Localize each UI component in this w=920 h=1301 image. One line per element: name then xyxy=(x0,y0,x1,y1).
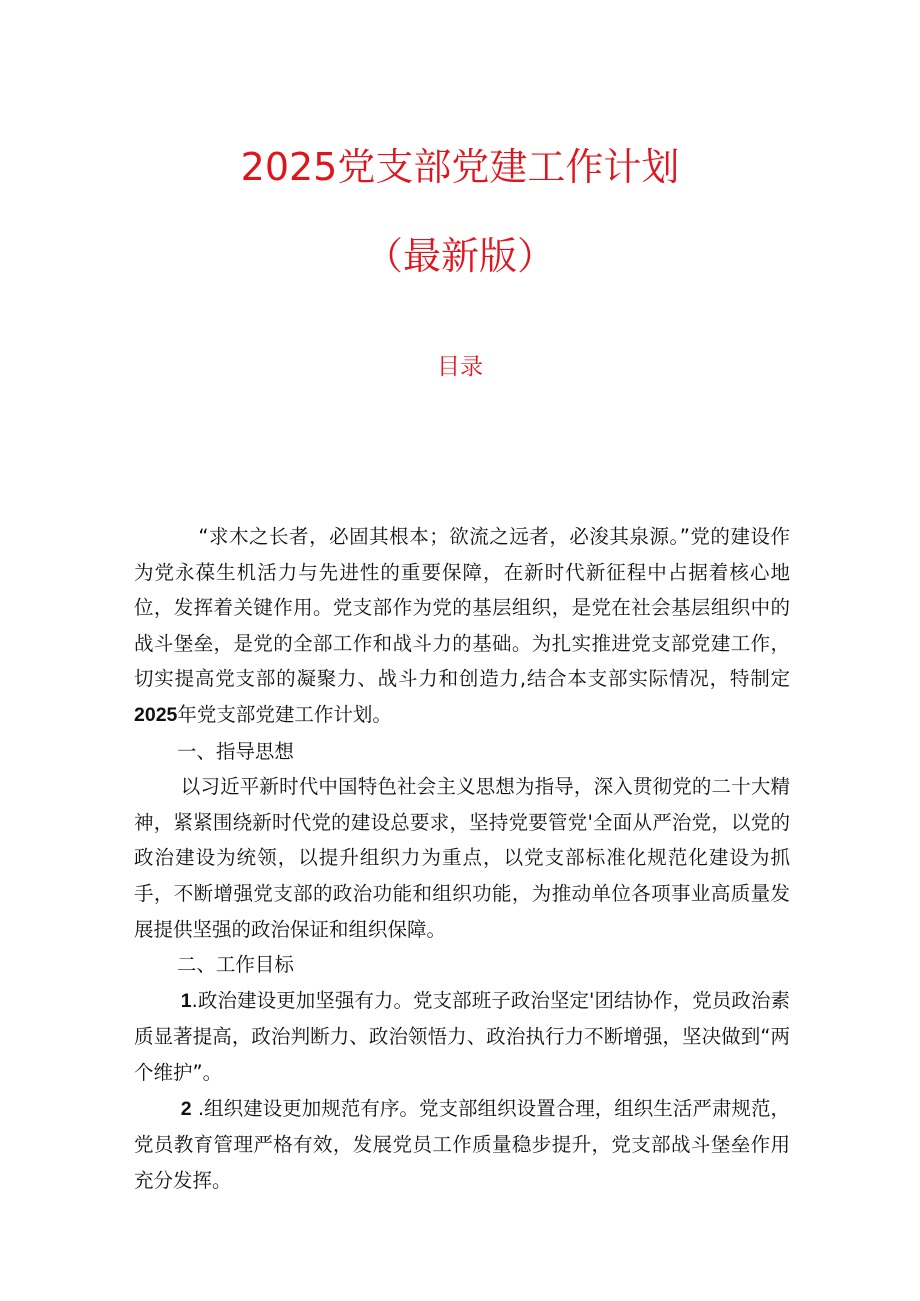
goal-text: .组织建设更加规范有序。党支部组织设置合理，组织生活严肃规范，党员教育管理严格有效，发展党员工作质量稳步提升，党支部战斗堡垒作用充分发挥。 xyxy=(134,1096,790,1192)
intro-year: 2025 xyxy=(134,703,178,726)
toc-label: 目录 xyxy=(437,354,483,380)
guiding-ideology-paragraph: 以习近平新时代中国特色社会主义思想为指导，深入贯彻党的二十大精神，紧紧围绕新时代党的建设总要求，坚持党要管党'全面从严治党，以党的政治建设为统领，以提升组织力为重点，以党支部标准化规范化建设为抓手，不断增强党支部的政治功能和组织功能，为推动单位各项事业高质量发展提供坚强的政治保证和组织保障。 xyxy=(134,775,790,941)
intro-paragraph xyxy=(134,519,790,734)
goal-item-political xyxy=(134,983,790,1091)
goal-number: 1 xyxy=(180,989,192,1012)
section-heading-work-goals: 二、工作目标 xyxy=(176,953,294,977)
document-title: 2025党支部党建工作计划 xyxy=(240,145,680,189)
goal-item-organizational xyxy=(134,1091,790,1199)
intro-text-end: 年党支部党建工作计划。 xyxy=(177,702,392,726)
intro-text: “求木之长者，必固其根本；欲流之远者，必浚其泉源。”党的建设作为党永葆生机活力与先进性的重要保障，在新时代新征程中占据着核心地位，发挥着关键作用。党支部作为党的基层组织，是党在社会基层组织中的战斗堡垒，是党的全部工作和战斗力的基础。为扎实推进党支部党建工作，切实提高党支部的凝聚力、战斗力和创造力,结合本支部实际情况，特制定 xyxy=(134,525,790,691)
section-heading-guiding-ideology: 一、指导思想 xyxy=(176,739,294,763)
goal-number: 2 xyxy=(180,1097,192,1120)
goal-text: .政治建设更加坚强有力。党支部班子政治坚定'团结协作，党员政治素质显著提高，政治判断力、政治领悟力、政治执行力不断增强，坚决做到“两个维护”。 xyxy=(134,988,790,1084)
document-subtitle: （最新版） xyxy=(364,234,555,278)
document-body xyxy=(134,519,790,1198)
